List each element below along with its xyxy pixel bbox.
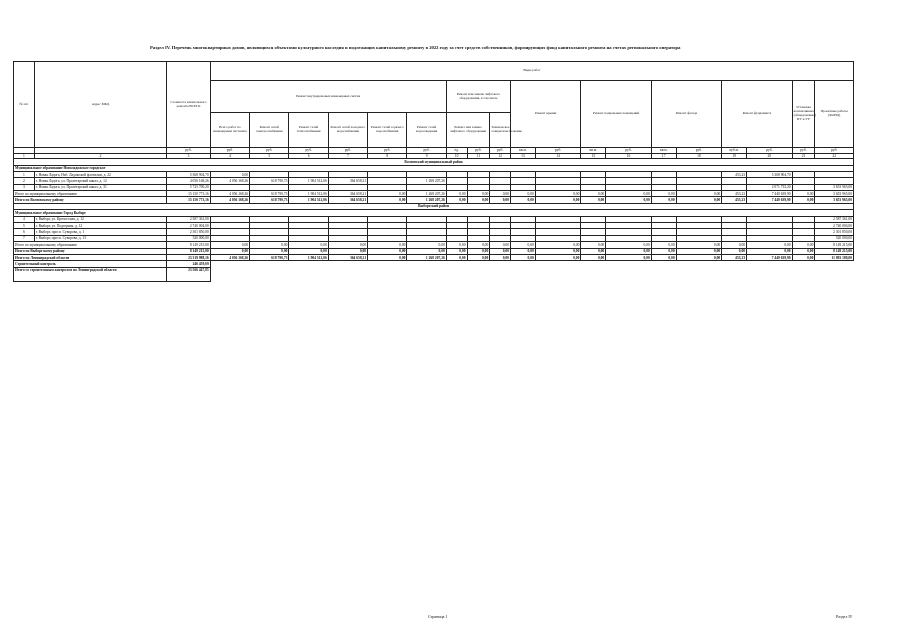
header-basement: Ремонт подвальных помещений <box>581 81 651 148</box>
row-value: 11 803 180,00 <box>815 254 854 260</box>
row-value: 0,00 <box>328 248 367 254</box>
row-value: 618 790,73 <box>250 178 289 184</box>
row-value: 0,00 <box>535 197 581 203</box>
column-number: 12 <box>490 154 511 159</box>
row-value: 0,00 <box>676 191 722 197</box>
header-internal-systems: Ремонт внутридомовых инженерных систем <box>210 81 446 113</box>
row-value: 618 790,73 <box>250 197 289 203</box>
summary-row <box>14 267 854 281</box>
municipality-heading: Муниципальное образование Город Выборг <box>14 210 854 216</box>
row-value: 0,00 <box>535 242 581 248</box>
row-value: 8 149 215,00 <box>815 248 854 254</box>
row-total-label: Итого по муниципальному образованию <box>14 191 167 197</box>
row-number: 5 <box>14 223 35 229</box>
row-address: г. Новая Ладога, ул. Пролетарский канал, д. 12 <box>34 178 167 184</box>
header-sub-cold-water: Ремонт сетей холодного водоснабжения <box>328 113 367 148</box>
row-value: 0,00 <box>446 242 467 248</box>
unit-cell: руб. <box>289 148 328 154</box>
header-sub-drain: Ремонт сетей водоотведения <box>407 113 446 148</box>
unit-cell: руб. <box>676 148 722 154</box>
page-number: Страница 1 <box>428 614 448 619</box>
row-value: 4 056 168,26 <box>210 191 249 197</box>
row-value: 0,00 <box>467 248 490 254</box>
row-value: 1 904 512,06 <box>289 191 328 197</box>
row-value: 5 368 904,70 <box>747 171 793 177</box>
row-cost: 2 587 361,00 <box>167 216 210 222</box>
row-value: 0,00 <box>446 191 467 197</box>
header-sub-hot-water: Ремонт сетей горячего водоснабжения <box>368 113 407 148</box>
header-elevator-inspection: Техническое освидетельствование <box>490 113 511 148</box>
row-value: 0,00 <box>747 248 793 254</box>
summary-cost: 23 566 447,85 <box>167 267 210 281</box>
row-value: 7 440 639,90 <box>747 197 793 203</box>
row-value: 453,23 <box>722 197 747 203</box>
row-value: 3 653 965,00 <box>815 197 854 203</box>
header-sub-electric: Ремонт сетей электроснабжения <box>250 113 289 148</box>
header-design: Проектные работы (ФОНД) <box>815 81 854 148</box>
summary-label: Итого со строительным контролем по Ленинградской области <box>14 267 167 281</box>
row-value: 453,23 <box>722 171 747 177</box>
unit-cell: руб. <box>407 148 446 154</box>
column-number: 17 <box>651 154 676 159</box>
row-value: 0,00 <box>210 242 249 248</box>
row-total-label: Итого по Выборгскому району <box>14 248 167 254</box>
row-value: 0,00 <box>722 248 747 254</box>
row-value: 0,00 <box>368 191 407 197</box>
unit-cell: руб. <box>328 148 367 154</box>
unit-cell: ед. <box>446 148 467 154</box>
row-value: 0,00 <box>606 242 652 248</box>
row-cost: 15 150 773,16 <box>167 191 210 197</box>
row-value: 4 056 168,26 <box>210 197 249 203</box>
column-number: 11 <box>467 154 490 159</box>
column-number: 5 <box>250 154 289 159</box>
row-value: 0,00 <box>581 242 606 248</box>
row-cost: 4 056 168,26 <box>167 178 210 184</box>
summary-label: Строительный контроль <box>14 261 167 267</box>
row-value: 0,00 <box>368 254 407 260</box>
row-address: г. Выборг, просп. Суворова, д. 1 <box>34 229 167 235</box>
row-value: 0,00 <box>676 197 722 203</box>
unit-cell: руб. <box>792 148 815 154</box>
header-foundation: Ремонт фундамента <box>722 81 792 148</box>
header-meters: Установка коллективных (общедомовых) ПУ и УУ <box>792 81 815 148</box>
row-address: г. Выборг, просп. Суворова, д. 13 <box>34 235 167 241</box>
row-value: 0,00 <box>250 248 289 254</box>
column-number: 7 <box>328 154 367 159</box>
row-value: 1 904 512,06 <box>289 178 328 184</box>
row-value: 0,00 <box>651 242 676 248</box>
row-cost: 8 149 215,00 <box>167 248 210 254</box>
row-value: 0,00 <box>535 248 581 254</box>
row-value: 2 740 004,00 <box>815 223 854 229</box>
row-value: 618 790,73 <box>250 191 289 197</box>
row-value: 3 653 965,00 <box>815 191 854 197</box>
row-value: 8 149 215,00 <box>815 242 854 248</box>
row-value: 0,00 <box>490 242 511 248</box>
row-address: г. Новая Ладога, ул. Пролетарский канал, д. 31 <box>34 184 167 190</box>
row-value: 0,00 <box>651 248 676 254</box>
row-value: 0,00 <box>467 197 490 203</box>
row-value: 0,00 <box>581 248 606 254</box>
row-value: 0,00 <box>676 254 722 260</box>
column-number: 19 <box>722 154 747 159</box>
row-value: 0,00 <box>792 242 815 248</box>
district-heading: Волховский муниципальный район <box>14 159 854 165</box>
column-number: 10 <box>446 154 467 159</box>
row-number: 3 <box>14 184 35 190</box>
row-value: 0,00 <box>792 254 815 260</box>
row-value: 0,00 <box>490 197 511 203</box>
summary-cost: 246 459,69 <box>167 261 210 267</box>
row-total-label: Итого по муниципальному образованию <box>14 242 167 248</box>
unit-cell: кв.м. <box>581 148 606 154</box>
row-value: 0,00 <box>368 197 407 203</box>
row-value: 520 000,00 <box>815 235 854 241</box>
unit-cell: куб.м. <box>722 148 747 154</box>
row-value: 0,00 <box>289 248 328 254</box>
row-value: 0,00 <box>490 248 511 254</box>
row-value: 364 658,21 <box>328 178 367 184</box>
row-value: 1 268 207,26 <box>407 178 446 184</box>
row-value: 0,00 <box>510 248 535 254</box>
column-number: 8 <box>368 154 407 159</box>
unit-cell: руб. <box>815 148 854 154</box>
unit-cell: руб. <box>606 148 652 154</box>
column-number: 21 <box>792 154 815 159</box>
row-value: 0,00 <box>792 197 815 203</box>
unit-cell: руб. <box>747 148 793 154</box>
row-value: 1 268 207,26 <box>407 197 446 203</box>
header-sub-heat: Ремонт сетей теплоснабжения <box>289 113 328 148</box>
row-value: 2 301 850,00 <box>815 229 854 235</box>
row-cost: 5 725 700,20 <box>167 184 210 190</box>
unit-cell: кв.м. <box>651 148 676 154</box>
row-value: 0,00 <box>581 254 606 260</box>
column-number: 14 <box>535 154 581 159</box>
row-value: 453,23 <box>722 191 747 197</box>
unit-cell: руб. <box>535 148 581 154</box>
row-value: 1 268 207,26 <box>407 254 446 260</box>
row-total-label: Итого по Ленинградской области <box>14 254 167 260</box>
row-value: 0,00 <box>510 242 535 248</box>
row-value: 0,00 <box>606 197 652 203</box>
row-cost: 23 319 988,16 <box>167 254 210 260</box>
row-value: 0,00 <box>368 248 407 254</box>
column-number: 2 <box>34 154 167 159</box>
column-number: 15 <box>581 154 606 159</box>
header-no: № п/п <box>14 62 35 148</box>
row-number: 6 <box>14 229 35 235</box>
row-value: 0,00 <box>467 242 490 248</box>
header-elevator-repair: Ремонт или замена лифтового оборудования <box>446 113 489 148</box>
municipality-heading: Муниципальное образование Новоладожское городское <box>14 165 854 171</box>
row-value: 0,00 <box>289 242 328 248</box>
row-value: 0,00 <box>446 197 467 203</box>
row-value: 0,00 <box>467 191 490 197</box>
header-work-types: Виды работ <box>210 62 853 81</box>
row-value: 0,00 <box>250 242 289 248</box>
section-label: Раздел IV <box>836 614 853 619</box>
column-number: 18 <box>676 154 722 159</box>
column-number: 16 <box>606 154 652 159</box>
column-number: 4 <box>210 154 249 159</box>
unit-cell: руб. <box>368 148 407 154</box>
row-number: 1 <box>14 171 35 177</box>
row-value: 0,00 <box>606 254 652 260</box>
unit-cell: руб. <box>167 148 210 154</box>
row-value: 0,00 <box>535 254 581 260</box>
unit-cell: руб. <box>490 148 511 154</box>
unit-cell: руб. <box>467 148 490 154</box>
row-value: 7 440 639,90 <box>747 254 793 260</box>
row-value: 0,00 <box>676 248 722 254</box>
row-value: 364 658,21 <box>328 197 367 203</box>
row-value: 2 587 361,00 <box>815 216 854 222</box>
row-cost: 15 150 773,16 <box>167 197 210 203</box>
row-value: 0,00 <box>510 191 535 197</box>
row-value: 2 071 735,20 <box>747 184 793 190</box>
column-number: 22 <box>815 154 854 159</box>
row-cost: 8 149 215,00 <box>167 242 210 248</box>
column-number: 9 <box>407 154 446 159</box>
row-value: 0,00 <box>651 254 676 260</box>
row-value: 4 056 168,26 <box>210 178 249 184</box>
column-number: 6 <box>289 154 328 159</box>
row-value: 364 658,21 <box>328 254 367 260</box>
row-value: 0,00 <box>676 242 722 248</box>
row-cost: 520 000,00 <box>167 235 210 241</box>
row-value: 0,00 <box>606 248 652 254</box>
row-value: 0,00 <box>581 197 606 203</box>
header-address: Адрес МКД <box>34 62 167 148</box>
row-value: 0,00 <box>510 254 535 260</box>
row-value: 0,00 <box>581 191 606 197</box>
header-sub-all: Всего работ по инженерным системам <box>210 113 249 148</box>
unit-cell: руб. <box>210 148 249 154</box>
district-heading: Выборгский район <box>14 203 854 209</box>
row-value: 0,00 <box>446 248 467 254</box>
column-number: 3 <box>167 154 210 159</box>
houses-table <box>13 61 854 282</box>
row-cost: 2 301 850,00 <box>167 229 210 235</box>
row-value: 1 904 512,06 <box>289 197 328 203</box>
document-title: Раздел IV. Перечень многоквартирных домов, являющихся объектами культурного наследия и подлежащих капитальному ремонту в 2022 году за счет средств собственников, формирующих фонд капитального ремонта на счетах регионального оператора <box>150 45 681 50</box>
row-value: 7 440 639,90 <box>747 191 793 197</box>
row-value: 0,00 <box>490 254 511 260</box>
row-value: 364 658,21 <box>328 191 367 197</box>
row-value: 0,00 <box>792 191 815 197</box>
header-facade: Ремонт фасада <box>651 81 721 148</box>
row-number: 4 <box>14 216 35 222</box>
row-address: г. Выборг, ул. Подгорная, д. 12 <box>34 223 167 229</box>
row-value: 618 790,73 <box>250 254 289 260</box>
row-value: 453,23 <box>722 254 747 260</box>
row-value: 0,00 <box>407 242 446 248</box>
row-total-label: Итого по Волховскому району <box>14 197 167 203</box>
row-value: 0,00 <box>535 191 581 197</box>
row-value: 0,00 <box>651 191 676 197</box>
header-cost: Стоимость капитального ремонта ВСЕГО <box>167 62 210 148</box>
unit-cell: руб. <box>250 148 289 154</box>
column-number: 1 <box>14 154 35 159</box>
row-value: 4 056 168,26 <box>210 254 249 260</box>
row-value: 0,00 <box>510 197 535 203</box>
row-value: 0,00 <box>407 248 446 254</box>
row-cost: 5 368 904,70 <box>167 171 210 177</box>
row-number: 2 <box>14 178 35 184</box>
row-value: 3 653 965,00 <box>815 184 854 190</box>
row-address: г. Новая Ладога, Наб. Ладожской флотилии, д. 22 <box>34 171 167 177</box>
row-value: 0,00 <box>446 254 467 260</box>
row-value: 0,00 <box>606 191 652 197</box>
row-value: 0,00 <box>467 254 490 260</box>
row-value: 0,00 <box>651 197 676 203</box>
row-value: 0,00 <box>722 242 747 248</box>
row-value: 0,00 <box>210 171 249 177</box>
row-value: 1 904 512,06 <box>289 254 328 260</box>
row-value: 0,00 <box>792 248 815 254</box>
row-value: 0,00 <box>490 191 511 197</box>
row-value: 0,00 <box>368 242 407 248</box>
column-number: 20 <box>747 154 793 159</box>
unit-cell: кв.м. <box>510 148 535 154</box>
row-value: 0,00 <box>210 248 249 254</box>
row-value: 0,00 <box>328 242 367 248</box>
header-elevator: Ремонт или замена лифтового оборудования, в том числе <box>446 81 510 113</box>
column-number: 13 <box>510 154 535 159</box>
row-value: 1 268 207,26 <box>407 191 446 197</box>
header-roof: Ремонт крыши <box>510 81 580 148</box>
row-value: 0,00 <box>747 242 793 248</box>
row-cost: 2 740 004,00 <box>167 223 210 229</box>
row-address: г. Выборг, ул. Крепостная, д. 12 <box>34 216 167 222</box>
row-number: 7 <box>14 235 35 241</box>
